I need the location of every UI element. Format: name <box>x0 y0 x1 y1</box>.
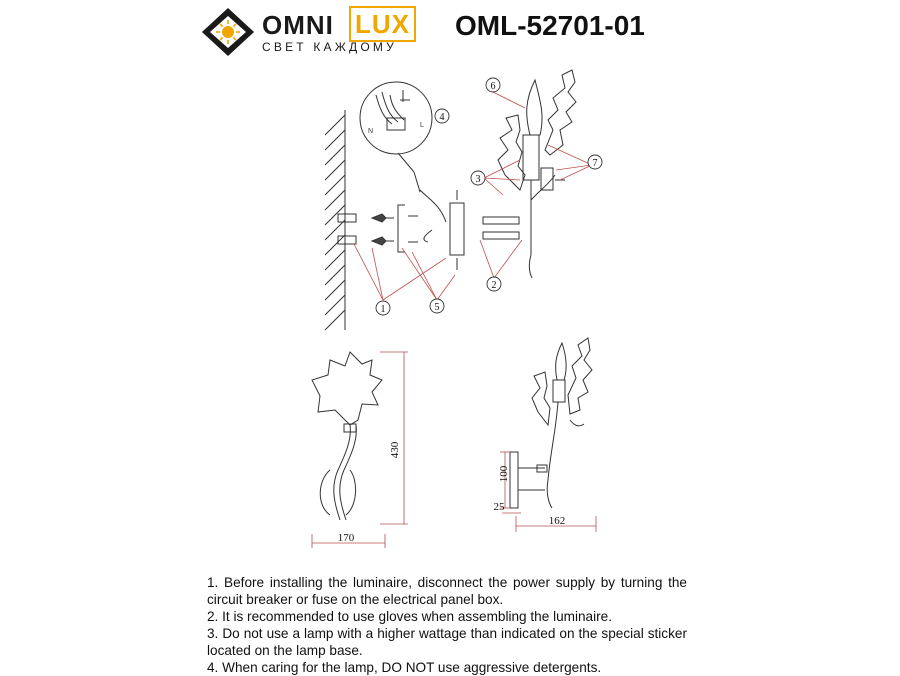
dimension-plate-depth: 25 <box>493 501 505 513</box>
callout-leaders <box>354 92 592 300</box>
wiring-label-n: N <box>368 128 374 135</box>
mounting-plate <box>398 190 446 252</box>
side-view <box>510 338 592 508</box>
wall-screws <box>372 214 394 245</box>
callout-2: 2 <box>491 280 497 291</box>
instruction-3: 3. Do not use a lamp with a higher wattage than indicated on the special sticker located on the lamp base. <box>207 626 687 658</box>
model-number: OML-52701-01 <box>455 10 645 41</box>
callout-6: 6 <box>490 81 496 92</box>
instruction-1: 1. Before installing the luminaire, disconnect the power supply by turning the circuit breaker or fuse on the electrical panel box. <box>207 575 687 607</box>
lamp-exploded-view <box>498 70 576 278</box>
callout-1: 1 <box>380 304 386 315</box>
callout-7: 7 <box>592 158 598 169</box>
dimension-width-front: 170 <box>337 532 355 544</box>
brand-tagline: СВЕТ КАЖДОМУ <box>262 40 397 54</box>
instruction-2: 2. It is recommended to use gloves when assembling the luminaire. <box>207 609 612 624</box>
callout-3: 3 <box>475 174 481 185</box>
brand-name-omni: OMNI <box>262 10 334 40</box>
wiring-label-l: L <box>420 122 424 129</box>
instruction-4: 4. When caring for the lamp, DO NOT use aggressive detergents. <box>207 660 602 675</box>
wall-hatching <box>325 110 356 330</box>
dimension-plate-height: 100 <box>498 465 510 483</box>
callout-markers <box>376 78 602 315</box>
callout-5: 5 <box>434 302 440 313</box>
instructions <box>207 574 687 676</box>
callout-4: 4 <box>439 112 445 123</box>
wiring-detail <box>360 82 432 192</box>
dimension-height: 430 <box>389 441 401 459</box>
dimension-depth: 162 <box>548 515 566 527</box>
brand-name-lux: LUX <box>349 6 416 42</box>
front-view <box>312 352 382 520</box>
